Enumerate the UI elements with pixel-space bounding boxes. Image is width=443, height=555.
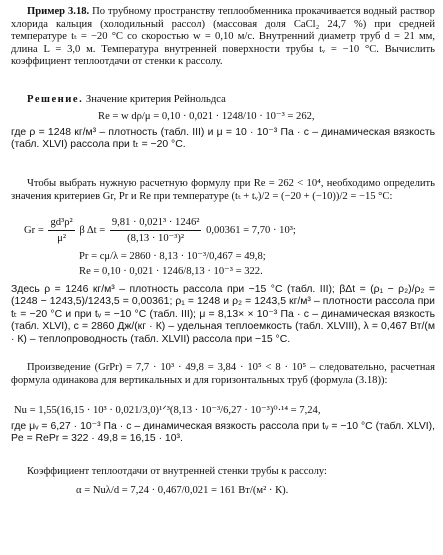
criteria-paragraph: Чтобы выбрать нужную расчетную формулу при Re = 262 < 10⁴, необходимо определить значения критериев Gr, Pr и Re при температуре (tₜ + tᵥ)/2 = (−20 + (−10))/2 = −15 °С:	[11, 178, 435, 202]
gr-mid: β Δt =	[79, 224, 106, 236]
note-properties: Здесь ρ = 1246 кг/м³ – плотность рассола при −15 °С (табл. III); βΔt = (ρ₁ − ρ₂)/ρ₂ = (1248 − 1243,5)/1243,5 = 0,00361; ρ₁ = 1248 и ρ₂ = 1243,5 кг/м³ – плотности рассола при tₜ = −20 °С и при tᵥ = −10 °С (табл. III); μ = 8,13× × 10⁻³ Па · с – динамическая вязкость (табл. XLVI), c = 2860 Дж/(кг · К) – удельная теплоемкость (табл. XLVIII), λ = 0,467 Вт/(м · К) – теплопроводность (табл. XLVII) рассола при −15 °С.	[11, 284, 435, 345]
note-density-viscosity: где ρ = 1248 кг/м³ – плотность (табл. III) и μ = 10 · 10⁻³ Па · с – динамическая вязкость (табл. XLVI) рассола при tₜ = −20 °С.	[11, 127, 435, 151]
gr-fraction-numeric	[110, 216, 202, 245]
solution-label: Решение.	[27, 94, 84, 105]
alpha-equation: α = Nuλ/d = 7,24 · 0,467/0,021 = 161 Вт/(м² · К).	[76, 485, 289, 496]
prandtl-equation: Pr = cμ/λ = 2860 · 8,13 · 10⁻³/0,467 = 49,8;	[79, 251, 266, 262]
example-title: Пример 3.18.	[27, 6, 90, 17]
reynolds-equation-15: Re = 0,10 · 0,021 · 1246/8,13 · 10⁻³ = 322.	[79, 266, 263, 277]
product-paragraph: Произведение (GrPr) = 7,7 · 10³ · 49,8 = 3,84 · 10⁵ < 8 · 10⁵ – следовательно, расчетная формула одинакова для вертикальных и для горизонтальных труб (формула (3.18)):	[11, 362, 435, 386]
gr-numerator-symbolic: gd³ρ²	[48, 216, 74, 231]
gr-numerator-numeric: 9,81 · 0,021³ · 1246²	[110, 216, 202, 231]
solution-line	[11, 94, 435, 107]
problem-paragraph	[11, 6, 435, 69]
reynolds-equation: Re = w dρ/μ = 0,10 · 0,021 · 1248/10 · 10⁻³ = 262,	[98, 111, 315, 122]
gr-rhs: 0,00361 = 7,70 · 10³;	[206, 224, 296, 236]
alpha-paragraph: Коэффициент теплоотдачи от внутренней стенки трубы к рассолу:	[27, 466, 327, 477]
nusselt-equation: Nu = 1,55(16,15 · 10³ · 0,021/3,0)¹ᐟ³(8,13 · 10⁻³/6,27 · 10⁻³)⁰·¹⁴ = 7,24,	[14, 405, 321, 416]
solution-intro: Значение критерия Рейнольдса	[85, 94, 226, 105]
grashof-equation	[24, 216, 296, 245]
gr-fraction-symbolic	[48, 216, 74, 245]
gr-lhs: Gr =	[24, 224, 44, 236]
gr-denominator-numeric: (8,13 · 10⁻³)²	[127, 233, 185, 244]
gr-denominator-symbolic: μ²	[57, 233, 67, 244]
problem-text: По трубному пространству теплообменника прокачивается водный раствор хлорида кальция (холодильный рассол) (массовая доля CaCl₂ 24,7 %) при средней температуре tₜ = −20 °С со скоростью w = 0,10 м/с. Внутренний диаметр труб d = 21 мм, длина L = 3,0 м. Температура внутренней поверхности трубы tᵥ = −10 °С. Вычислить коэффициент теплоотдачи от стенки к рассолу.	[11, 6, 435, 68]
note-wall-viscosity: где μᵥ = 6,27 · 10⁻³ Па · с – динамическая вязкость рассола при tᵥ = −10 °С (табл. XLVI), Pe = RePr = 322 · 49,8 = 16,15 · 10³.	[11, 421, 435, 445]
